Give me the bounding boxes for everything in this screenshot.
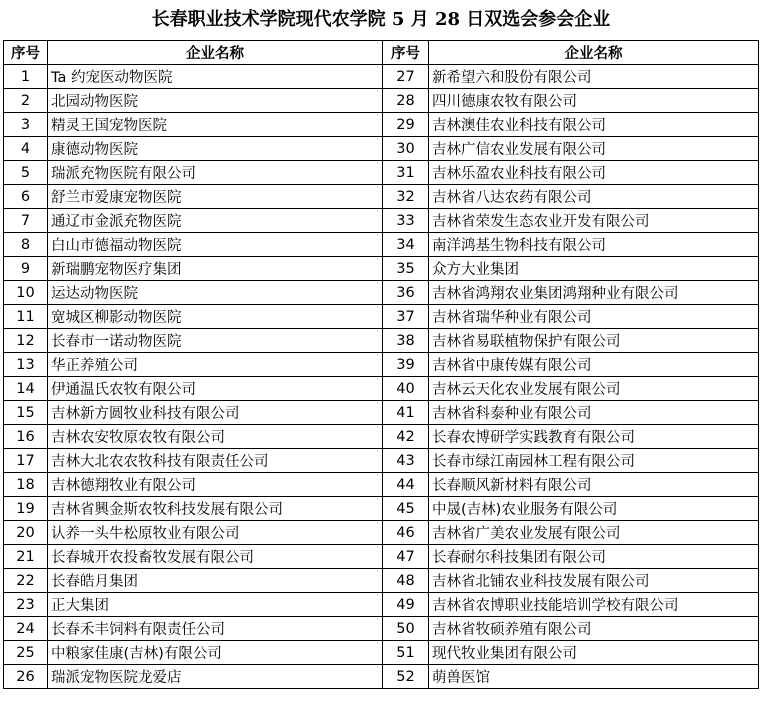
row-index-right: 34: [383, 233, 429, 257]
table-row: [4, 665, 759, 689]
company-name-right: 吉林省科泰种业有限公司: [429, 401, 759, 425]
company-name-right: 南洋鸿基生物科技有限公司: [429, 233, 759, 257]
table-row: [4, 545, 759, 569]
row-index-left: 7: [4, 209, 48, 233]
row-index-left: 6: [4, 185, 48, 209]
row-index-right: 47: [383, 545, 429, 569]
company-name-left: 伊通温氏农牧有限公司: [48, 377, 383, 401]
company-name-left: 白山市德福动物医院: [48, 233, 383, 257]
row-index-left: 8: [4, 233, 48, 257]
table-row: [4, 305, 759, 329]
row-index-right: 30: [383, 137, 429, 161]
header-index-right: 序号: [383, 41, 429, 65]
row-index-left: 21: [4, 545, 48, 569]
row-index-right: 37: [383, 305, 429, 329]
row-index-right: 36: [383, 281, 429, 305]
row-index-right: 41: [383, 401, 429, 425]
company-name-right: 长春顺风新材料有限公司: [429, 473, 759, 497]
table-row: [4, 353, 759, 377]
row-index-left: 25: [4, 641, 48, 665]
table-row: [4, 569, 759, 593]
row-index-right: 35: [383, 257, 429, 281]
row-index-left: 16: [4, 425, 48, 449]
table-row: [4, 593, 759, 617]
company-name-right: 四川德康农牧有限公司: [429, 89, 759, 113]
table-header-row: [4, 41, 759, 65]
company-name-left: 华正养殖公司: [48, 353, 383, 377]
company-name-left: 瑞派充物医院有限公司: [48, 161, 383, 185]
table-row: [4, 281, 759, 305]
page-title: 长春职业技术学院现代农学院 5 月 28 日双选会参会企业: [151, 9, 611, 30]
row-index-right: 48: [383, 569, 429, 593]
header-index-left: 序号: [4, 41, 48, 65]
company-name-right: 吉林乐盈农业科技有限公司: [429, 161, 759, 185]
row-index-left: 17: [4, 449, 48, 473]
table-row: [4, 161, 759, 185]
company-name-left: 运达动物医院: [48, 281, 383, 305]
row-index-left: 15: [4, 401, 48, 425]
table-row: [4, 185, 759, 209]
company-name-right: 吉林广信农业发展有限公司: [429, 137, 759, 161]
company-name-left: 长春城开农投畜牧发展有限公司: [48, 545, 383, 569]
table-row: [4, 497, 759, 521]
row-index-right: 51: [383, 641, 429, 665]
company-name-left: 舒兰市爱康宠物医院: [48, 185, 383, 209]
company-name-left: 中粮家佳康(吉林)有限公司: [48, 641, 383, 665]
company-name-right: 现代牧业集团有限公司: [429, 641, 759, 665]
table-row: [4, 401, 759, 425]
header-company-right: 企业名称: [429, 41, 759, 65]
company-name-left: 吉林新方圆牧业科技有限公司: [48, 401, 383, 425]
row-index-left: 22: [4, 569, 48, 593]
company-name-right: 长春耐尔科技集团有限公司: [429, 545, 759, 569]
header-company-left: 企业名称: [48, 41, 383, 65]
row-index-left: 12: [4, 329, 48, 353]
company-name-left: 吉林德翔牧业有限公司: [48, 473, 383, 497]
row-index-left: 19: [4, 497, 48, 521]
row-index-left: 26: [4, 665, 48, 689]
company-name-right: 吉林省北铺农业科技发展有限公司: [429, 569, 759, 593]
table-row: [4, 425, 759, 449]
row-index-left: 1: [4, 65, 48, 89]
table-row: [4, 521, 759, 545]
company-name-left: 新瑞鹏宠物医疗集团: [48, 257, 383, 281]
row-index-right: 38: [383, 329, 429, 353]
company-name-left: 通辽市金派充物医院: [48, 209, 383, 233]
company-name-left: 瑞派宠物医院龙爱店: [48, 665, 383, 689]
row-index-left: 11: [4, 305, 48, 329]
row-index-right: 50: [383, 617, 429, 641]
table-row: [4, 617, 759, 641]
company-name-right: 吉林省八达农药有限公司: [429, 185, 759, 209]
row-index-right: 28: [383, 89, 429, 113]
company-name-left: 长春禾丰饲料有限责任公司: [48, 617, 383, 641]
row-index-right: 46: [383, 521, 429, 545]
row-index-right: 45: [383, 497, 429, 521]
company-name-left: 精灵王国宠物医院: [48, 113, 383, 137]
table-row: [4, 65, 759, 89]
row-index-left: 24: [4, 617, 48, 641]
company-name-right: 萌兽医馆: [429, 665, 759, 689]
company-name-left: 吉林省興金斯农牧科技发展有限公司: [48, 497, 383, 521]
table-row: [4, 473, 759, 497]
company-name-right: 长春市绿江南园林工程有限公司: [429, 449, 759, 473]
row-index-right: 52: [383, 665, 429, 689]
table-row: [4, 641, 759, 665]
table-row: [4, 257, 759, 281]
row-index-right: 32: [383, 185, 429, 209]
table-row: [4, 89, 759, 113]
table-row: [4, 449, 759, 473]
row-index-left: 20: [4, 521, 48, 545]
company-name-right: 吉林省荣发生态农业开发有限公司: [429, 209, 759, 233]
row-index-left: 13: [4, 353, 48, 377]
table-row: [4, 113, 759, 137]
company-name-left: 宽城区柳影动物医院: [48, 305, 383, 329]
row-index-left: 2: [4, 89, 48, 113]
company-name-right: 中晟(吉林)农业服务有限公司: [429, 497, 759, 521]
table-body: [4, 65, 759, 689]
company-name-left: 认养一头牛松原牧业有限公司: [48, 521, 383, 545]
row-index-right: 43: [383, 449, 429, 473]
company-name-right: 吉林省农博职业技能培训学校有限公司: [429, 593, 759, 617]
row-index-left: 5: [4, 161, 48, 185]
table-row: [4, 377, 759, 401]
row-index-left: 4: [4, 137, 48, 161]
row-index-left: 23: [4, 593, 48, 617]
row-index-right: 39: [383, 353, 429, 377]
row-index-right: 44: [383, 473, 429, 497]
company-name-right: 吉林省鸿翔农业集团鸿翔种业有限公司: [429, 281, 759, 305]
company-name-left: 北园动物医院: [48, 89, 383, 113]
row-index-right: 40: [383, 377, 429, 401]
company-name-right: 吉林澳佳农业科技有限公司: [429, 113, 759, 137]
table-row: [4, 233, 759, 257]
company-table: [3, 40, 759, 689]
row-index-right: 27: [383, 65, 429, 89]
row-index-left: 18: [4, 473, 48, 497]
table-row: [4, 137, 759, 161]
row-index-right: 49: [383, 593, 429, 617]
company-name-right: 吉林省中康传媒有限公司: [429, 353, 759, 377]
company-name-right: 吉林云天化农业发展有限公司: [429, 377, 759, 401]
company-name-right: 吉林省瑞华种业有限公司: [429, 305, 759, 329]
company-name-left: 长春皓月集团: [48, 569, 383, 593]
company-name-left: Ta 约宠医动物医院: [48, 65, 383, 89]
row-index-left: 10: [4, 281, 48, 305]
company-name-right: 众方大业集团: [429, 257, 759, 281]
company-name-right: 吉林省广美农业发展有限公司: [429, 521, 759, 545]
company-name-left: 康德动物医院: [48, 137, 383, 161]
company-name-left: 吉林大北农农牧科技有限责任公司: [48, 449, 383, 473]
company-name-right: 新希望六和股份有限公司: [429, 65, 759, 89]
company-name-right: 吉林省易联植物保护有限公司: [429, 329, 759, 353]
company-name-left: 长春市一诺动物医院: [48, 329, 383, 353]
row-index-left: 3: [4, 113, 48, 137]
row-index-right: 42: [383, 425, 429, 449]
row-index-left: 14: [4, 377, 48, 401]
company-name-left: 正大集团: [48, 593, 383, 617]
company-name-left: 吉林农安牧原农牧有限公司: [48, 425, 383, 449]
table-row: [4, 329, 759, 353]
row-index-left: 9: [4, 257, 48, 281]
row-index-right: 31: [383, 161, 429, 185]
company-name-right: 吉林省牧硕养殖有限公司: [429, 617, 759, 641]
company-name-right: 长春农博研学实践教育有限公司: [429, 425, 759, 449]
row-index-right: 29: [383, 113, 429, 137]
row-index-right: 33: [383, 209, 429, 233]
table-row: [4, 209, 759, 233]
